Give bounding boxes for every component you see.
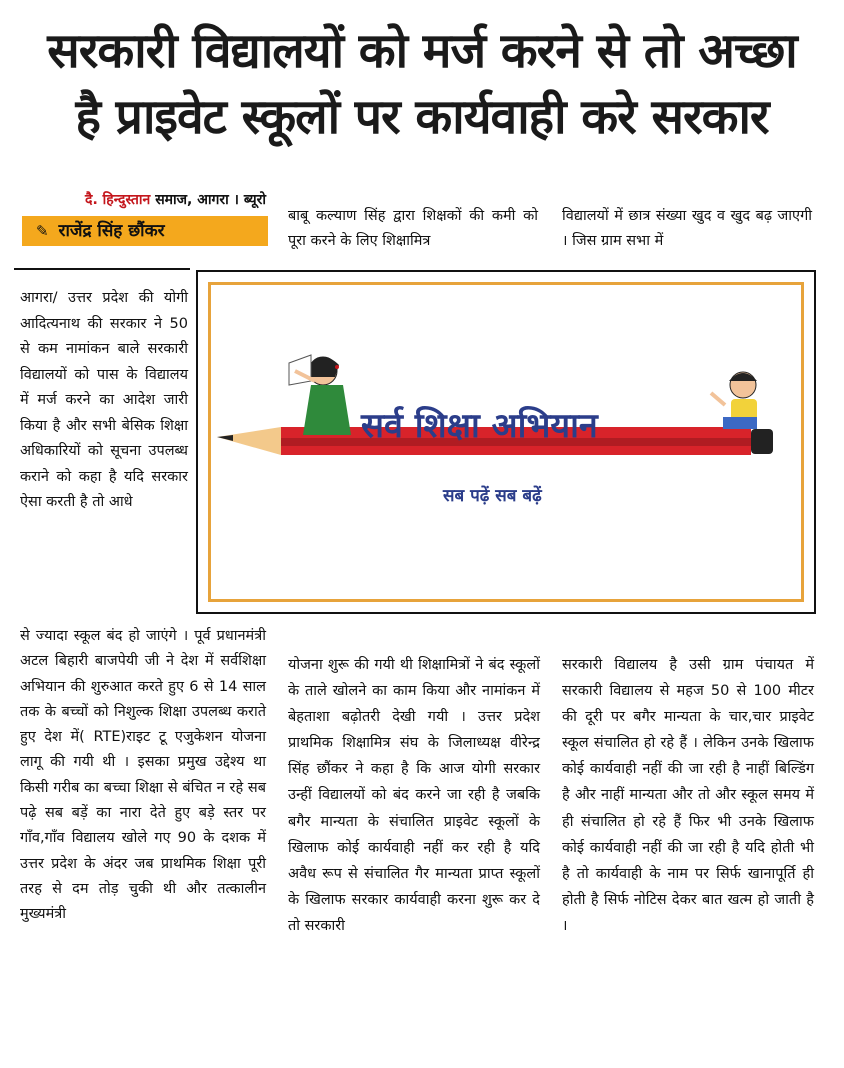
author-name: राजेंद्र सिंह छौंकर	[58, 221, 165, 241]
logo-frame	[208, 282, 804, 602]
column-divider	[14, 268, 190, 270]
logo-tagline: सब पढ़ें सब बढ़ें	[443, 486, 542, 506]
article-column-1-lower: से ज्यादा स्कूल बंद हो जाएंगे । पूर्व प्रधानमंत्री अटल बिहारी बाजपेयी जी ने देश में सर्वशिक्षा अभियान की शुरुआत करते हुए 6 से 14 साल तक के बच्चों को निशुल्क शिक्षा उपलब्ध कराते हुए देश में( RTE)राइट टू एजुकेशन योजना लागू की गयी थी । इसका प्रमुख उद्देश्य था किसी गरीब का बच्चा शिक्षा से बंचित न रहे सब पढ़े सब बड़ें का नारा देते हुए बड़े स्तर पर गाँव,गाँव विद्यालय खोले गए 90 के दशक में उत्तर प्रदेश के अंदर जब प्राथमिक शिक्षा पूरी तरह से दम तोड़ चुकी थी और तत्कालीन मुख्यमंत्री	[20, 628, 266, 923]
book-icon	[289, 355, 311, 385]
publication-name: दै. हिन्दुस्तान	[85, 192, 151, 208]
byline-source	[22, 190, 272, 210]
headline	[10, 18, 834, 150]
headline-line-2: है प्राइवेट स्कूलों पर कार्यवाही करे सरकार	[75, 89, 769, 145]
logo-title: सर्व शिक्षा अभियान	[361, 406, 598, 446]
article-column-1-upper: आगरा/ उत्तर प्रदेश की योगी आदित्यनाथ की सरकार ने 50 से कम नामांकन बाले सरकारी विद्यालयों को पास के विद्यालय में मर्ज करने का आदेश जारी किया है और सभी बेसिक शिक्षा अधिकारियों को सूचना उपलब्ध कराने को कहा है यदि सरकार ऐसा करती है तो आधे	[20, 290, 188, 510]
byline	[22, 190, 272, 246]
pen-icon: ✎	[36, 222, 49, 240]
headline-line-1: सरकारी विद्यालयों को मर्ज करने से तो अच्छा	[47, 23, 797, 79]
byline-location: समाज, आगरा । ब्यूरो	[155, 192, 266, 208]
byline-author	[22, 216, 268, 246]
sarva-shiksha-abhiyan-logo	[196, 270, 816, 614]
article-column-3-top: विद्यालयों में छात्र संख्या खुद व खुद बढ़ जाएगी । जिस ग्राम सभा में	[562, 208, 812, 250]
article-column-2-lower: योजना शुरू की गयी थी शिक्षामित्रों ने बंद स्कूलों के ताले खोलने का काम किया और नामांकन में बेहताशा बढ़ोतरी देखी गयी । उत्तर प्रदेश प्राथमिक शिक्षामित्र संघ के जिलाध्यक्ष वीरेन्द्र सिंह छौंकर ने कहा है कि आज योगी सरकार उन्हीं विद्यालयों को बंद करने जा रही है जबकि बगैर मान्यता के संचालित प्राइवेट स्कूलों के खिलाफ कोई कार्यवाही नहीं कर रही है यदि अवैध रूप से संचालित गैर मान्यता प्राप्त स्कूलों के खिलाफ सरकार कार्यवाही करना शुरू कर दे तो सरकारी	[288, 657, 540, 934]
article-column-2-top: बाबू कल्याण सिंह द्वारा शिक्षकों की कमी को पूरा करने के लिए शिक्षामित्र	[288, 208, 538, 250]
pencil-tip-icon	[217, 427, 281, 455]
article-column-3-lower: सरकारी विद्यालय है उसी ग्राम पंचायत में सरकारी विद्यालय से महज 50 से 100 मीटर की दूरी पर बगैर मान्यता के चार,चार प्राइवेट स्कूल संचालित हो रहे हैं । लेकिन उनके खिलाफ कोई कार्यवाही नहीं की जा रही है नाहीं बिल्डिंग है और नाहीं मान्यता और तो और स्कूल समय में ही संचालित हो रहे हैं फिर भी उनके खिलाफ कोई कार्यवाही नहीं की जा रही है यदि होती भी है तो कार्यवाही के नाम पर सिर्फ खानापूर्ति ही होती है सिर्फ नोटिस देकर बात खत्म हो जाती है ।	[562, 657, 814, 934]
